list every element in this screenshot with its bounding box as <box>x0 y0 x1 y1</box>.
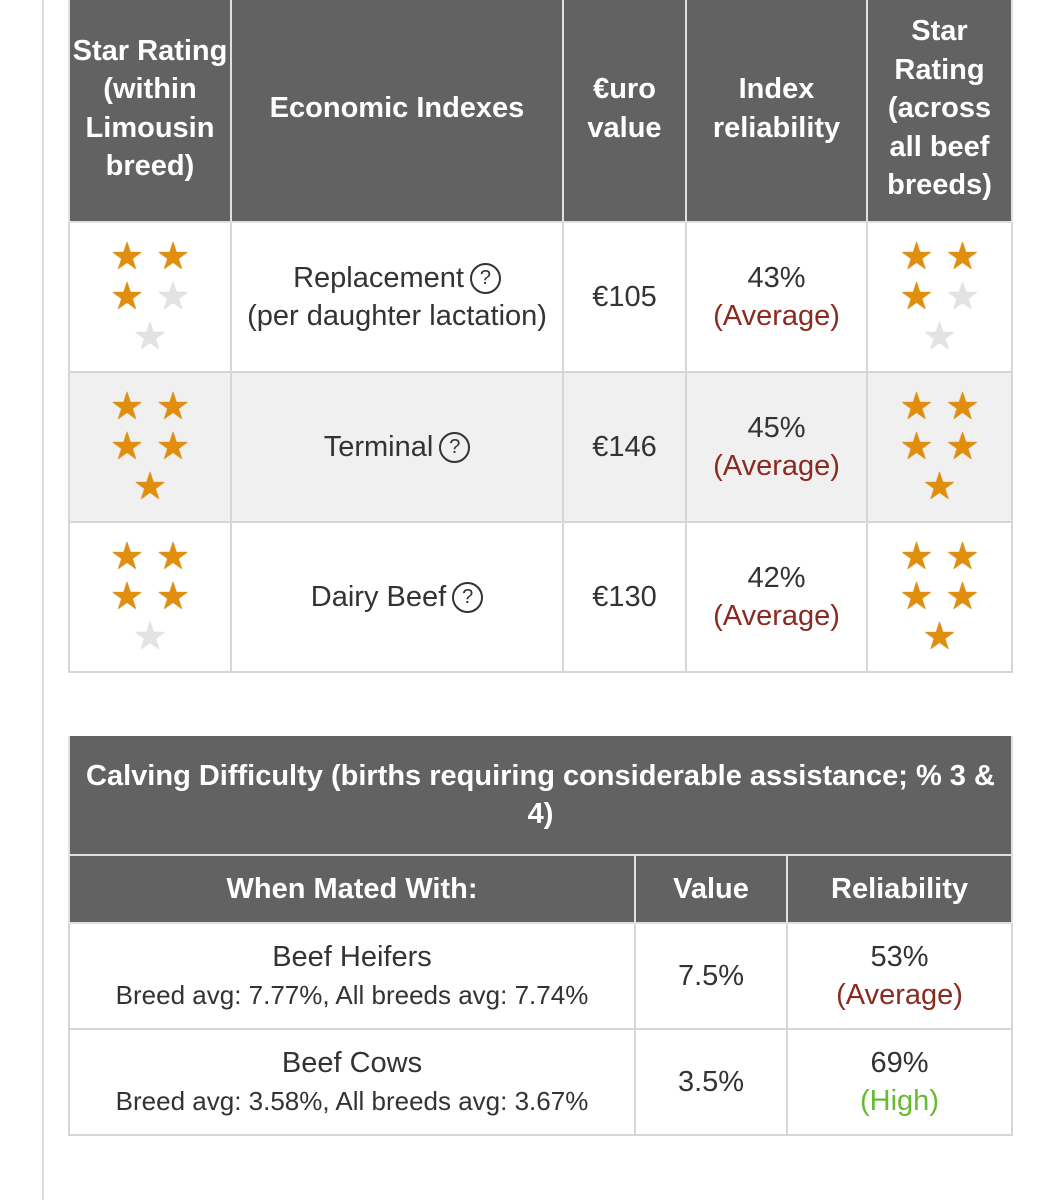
index-name: Replacement <box>293 262 464 294</box>
star-rating-across-cell <box>867 522 1012 672</box>
reliability-cell <box>686 522 867 672</box>
index-cell <box>231 222 563 372</box>
euro-value: €130 <box>563 522 686 672</box>
index-name: Dairy Beef <box>310 581 447 613</box>
star-filled-icon: ★ <box>109 426 145 468</box>
header-when-mated-with: When Mated With: <box>69 855 635 923</box>
reliability-level: (Average) <box>713 450 840 482</box>
header-reliability: Reliability <box>787 855 1012 923</box>
economic-header-row <box>69 0 1012 222</box>
reliability-level: (High) <box>860 1085 939 1117</box>
breed-averages: Breed avg: 7.77%, All breeds avg: 7.74% <box>115 980 589 1010</box>
mated-with-cell <box>69 1029 635 1135</box>
mated-with-cell <box>69 923 635 1029</box>
table-row <box>69 222 1012 372</box>
table-row <box>69 522 1012 672</box>
star-filled-icon: ★ <box>132 466 168 508</box>
reliability-cell <box>686 372 867 522</box>
page-left-border <box>42 0 44 1200</box>
index-subtitle: (per daughter lactation) <box>247 300 547 332</box>
reliability-percent: 69% <box>870 1047 929 1079</box>
star-filled-icon: ★ <box>155 386 191 428</box>
star-empty-icon: ★ <box>945 276 980 318</box>
star-rating-across-cell <box>867 372 1012 522</box>
star-filled-icon: ★ <box>109 276 145 318</box>
calving-difficulty-title: Calving Difficulty (births requiring considerable assistance; % 3 & 4) <box>69 736 1012 855</box>
index-cell <box>231 522 563 672</box>
star-filled-icon: ★ <box>109 536 145 578</box>
star-filled-icon: ★ <box>922 616 957 658</box>
star-filled-icon: ★ <box>899 576 934 618</box>
star-filled-icon: ★ <box>899 536 934 578</box>
table-row <box>69 923 1012 1029</box>
star-filled-icon: ★ <box>899 386 934 428</box>
reliability-percent: 43% <box>747 262 806 294</box>
reliability-percent: 42% <box>747 562 806 594</box>
reliability-cell <box>787 1029 1012 1135</box>
star-filled-icon: ★ <box>899 276 934 318</box>
calving-title-row <box>69 736 1012 855</box>
header-economic-indexes: Economic Indexes <box>231 0 563 222</box>
mated-with-name: Beef Heifers <box>272 941 432 973</box>
star-rating <box>892 388 988 506</box>
calving-difficulty-table <box>68 736 1013 1136</box>
star-rating <box>102 238 198 356</box>
star-filled-icon: ★ <box>109 236 145 278</box>
star-rating-within-cell <box>69 222 231 372</box>
star-filled-icon: ★ <box>945 536 980 578</box>
star-rating-within-cell <box>69 522 231 672</box>
star-filled-icon: ★ <box>945 386 980 428</box>
star-filled-icon: ★ <box>922 466 957 508</box>
star-empty-icon: ★ <box>132 316 168 358</box>
star-filled-icon: ★ <box>155 536 191 578</box>
index-name: Terminal <box>323 431 434 463</box>
help-icon[interactable]: ? <box>470 263 501 294</box>
star-filled-icon: ★ <box>109 576 145 618</box>
calving-header-row <box>69 855 1012 923</box>
star-empty-icon: ★ <box>132 616 168 658</box>
economic-indexes-table <box>68 0 1013 673</box>
reliability-level: (Average) <box>713 600 840 632</box>
header-index-reliability: Index reliability <box>686 0 867 222</box>
star-rating <box>102 538 198 656</box>
table-row <box>69 372 1012 522</box>
help-icon[interactable]: ? <box>452 582 483 613</box>
star-rating-within-cell <box>69 372 231 522</box>
star-filled-icon: ★ <box>109 386 145 428</box>
star-rating <box>102 388 198 506</box>
star-empty-icon: ★ <box>155 276 191 318</box>
header-value: Value <box>635 855 787 923</box>
star-filled-icon: ★ <box>155 426 191 468</box>
star-filled-icon: ★ <box>155 236 191 278</box>
star-rating <box>892 238 988 356</box>
star-filled-icon: ★ <box>899 236 934 278</box>
reliability-percent: 53% <box>870 941 929 973</box>
calving-value: 7.5% <box>635 923 787 1029</box>
star-empty-icon: ★ <box>922 316 957 358</box>
reliability-cell <box>686 222 867 372</box>
euro-value: €105 <box>563 222 686 372</box>
star-filled-icon: ★ <box>945 576 980 618</box>
breed-averages: Breed avg: 3.58%, All breeds avg: 3.67% <box>115 1086 589 1116</box>
star-filled-icon: ★ <box>155 576 191 618</box>
star-rating <box>892 538 988 656</box>
euro-value: €146 <box>563 372 686 522</box>
header-star-rating-within: Star Rating (within Limousin breed) <box>69 0 231 222</box>
reliability-level: (Average) <box>713 300 840 332</box>
header-star-rating-across: Star Rating (across all beef breeds) <box>867 0 1012 222</box>
table-row <box>69 1029 1012 1135</box>
star-filled-icon: ★ <box>945 426 980 468</box>
index-cell <box>231 372 563 522</box>
header-euro-value: €uro value <box>563 0 686 222</box>
reliability-percent: 45% <box>747 412 806 444</box>
help-icon[interactable]: ? <box>439 432 470 463</box>
mated-with-name: Beef Cows <box>281 1047 423 1079</box>
star-filled-icon: ★ <box>899 426 934 468</box>
reliability-cell <box>787 923 1012 1029</box>
star-filled-icon: ★ <box>945 236 980 278</box>
star-rating-across-cell <box>867 222 1012 372</box>
calving-value: 3.5% <box>635 1029 787 1135</box>
reliability-level: (Average) <box>836 979 963 1011</box>
